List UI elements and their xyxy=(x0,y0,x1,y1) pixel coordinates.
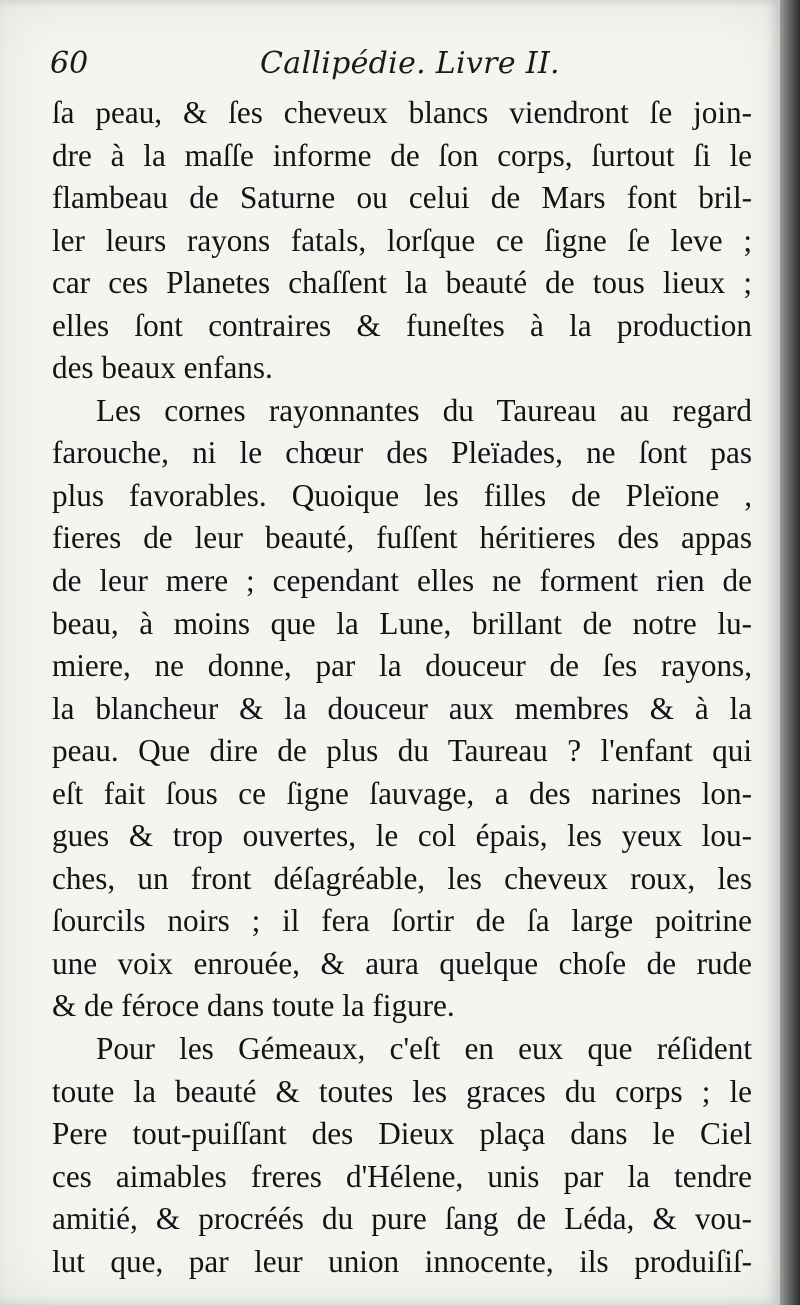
text-line: toute la beauté & toutes les graces du corps ; le xyxy=(52,1073,752,1109)
text-line: plus favorables. Quoique les filles de Pleïone , xyxy=(52,477,752,513)
text-line: dre à la maſſe informe de ſon corps, ſurtout ſi le xyxy=(52,137,752,173)
body-text xyxy=(52,92,752,1283)
text-line: gues & trop ouvertes, le col épais, les yeux lou- xyxy=(52,818,752,854)
text-line: de leur mere ; cependant elles ne forment rien de xyxy=(52,563,752,599)
text-line: Les cornes rayonnantes du Taureau au regard xyxy=(96,392,752,428)
text-line: ches, un front déſagréable, les cheveux roux, les xyxy=(52,860,752,896)
text-line: ſourcils noirs ; il fera ſortir de ſa large poitrine xyxy=(52,903,752,939)
text-line: farouche, ni le chœur des Pleïades, ne ſont pas xyxy=(52,435,752,471)
text-line: fieres de leur beauté, fuſſent héritieres des appas xyxy=(52,520,752,556)
text-line: eſt fait ſous ce ſigne ſauvage, a des narines lon- xyxy=(52,775,752,811)
text-line: une voix enrouée, & aura quelque choſe de rude xyxy=(52,945,752,981)
text-line: ſa peau, & ſes cheveux blancs viendront ſe join- xyxy=(52,95,752,130)
text-line: amitié, & procréés du pure ſang de Léda, & vou- xyxy=(52,1201,752,1237)
text-line: Pere tout-puiſſant des Dieux plaça dans le Ciel xyxy=(52,1116,752,1152)
text-line: car ces Planetes chaſſent la beauté de tous lieux ; xyxy=(52,265,752,301)
page-number: 60 xyxy=(50,46,89,81)
text-line: flambeau de Saturne ou celui de Mars font bril- xyxy=(52,180,752,216)
text-line: ces aimables freres d'Hélene, unis par la tendre xyxy=(52,1158,752,1194)
text-line: miere, ne donne, par la douceur de ſes rayons, xyxy=(52,648,752,684)
page-header xyxy=(50,46,750,92)
text-line: & de féroce dans toute la figure. xyxy=(52,988,455,1024)
text-line: Pour les Gémeaux, c'eſt en eux que réſident xyxy=(96,1031,752,1067)
page-edge xyxy=(780,0,800,1305)
text-line: beau, à moins que la Lune, brillant de notre lu- xyxy=(52,605,752,641)
text-line: des beaux enfans. xyxy=(52,350,273,386)
text-line: peau. Que dire de plus du Taureau ? l'enfant qui xyxy=(52,733,752,769)
text-line: lut que, par leur union innocente, ils produiſiſ- xyxy=(52,1243,752,1279)
text-line: elles ſont contraires & funeſtes à la production xyxy=(52,307,752,343)
text-line: la blancheur & la douceur aux membres & à la xyxy=(52,690,752,726)
running-title: Callipédie. Livre II. xyxy=(260,46,560,81)
text-line: ler leurs rayons fatals, lorſque ce ſigne ſe leve ; xyxy=(52,222,752,258)
